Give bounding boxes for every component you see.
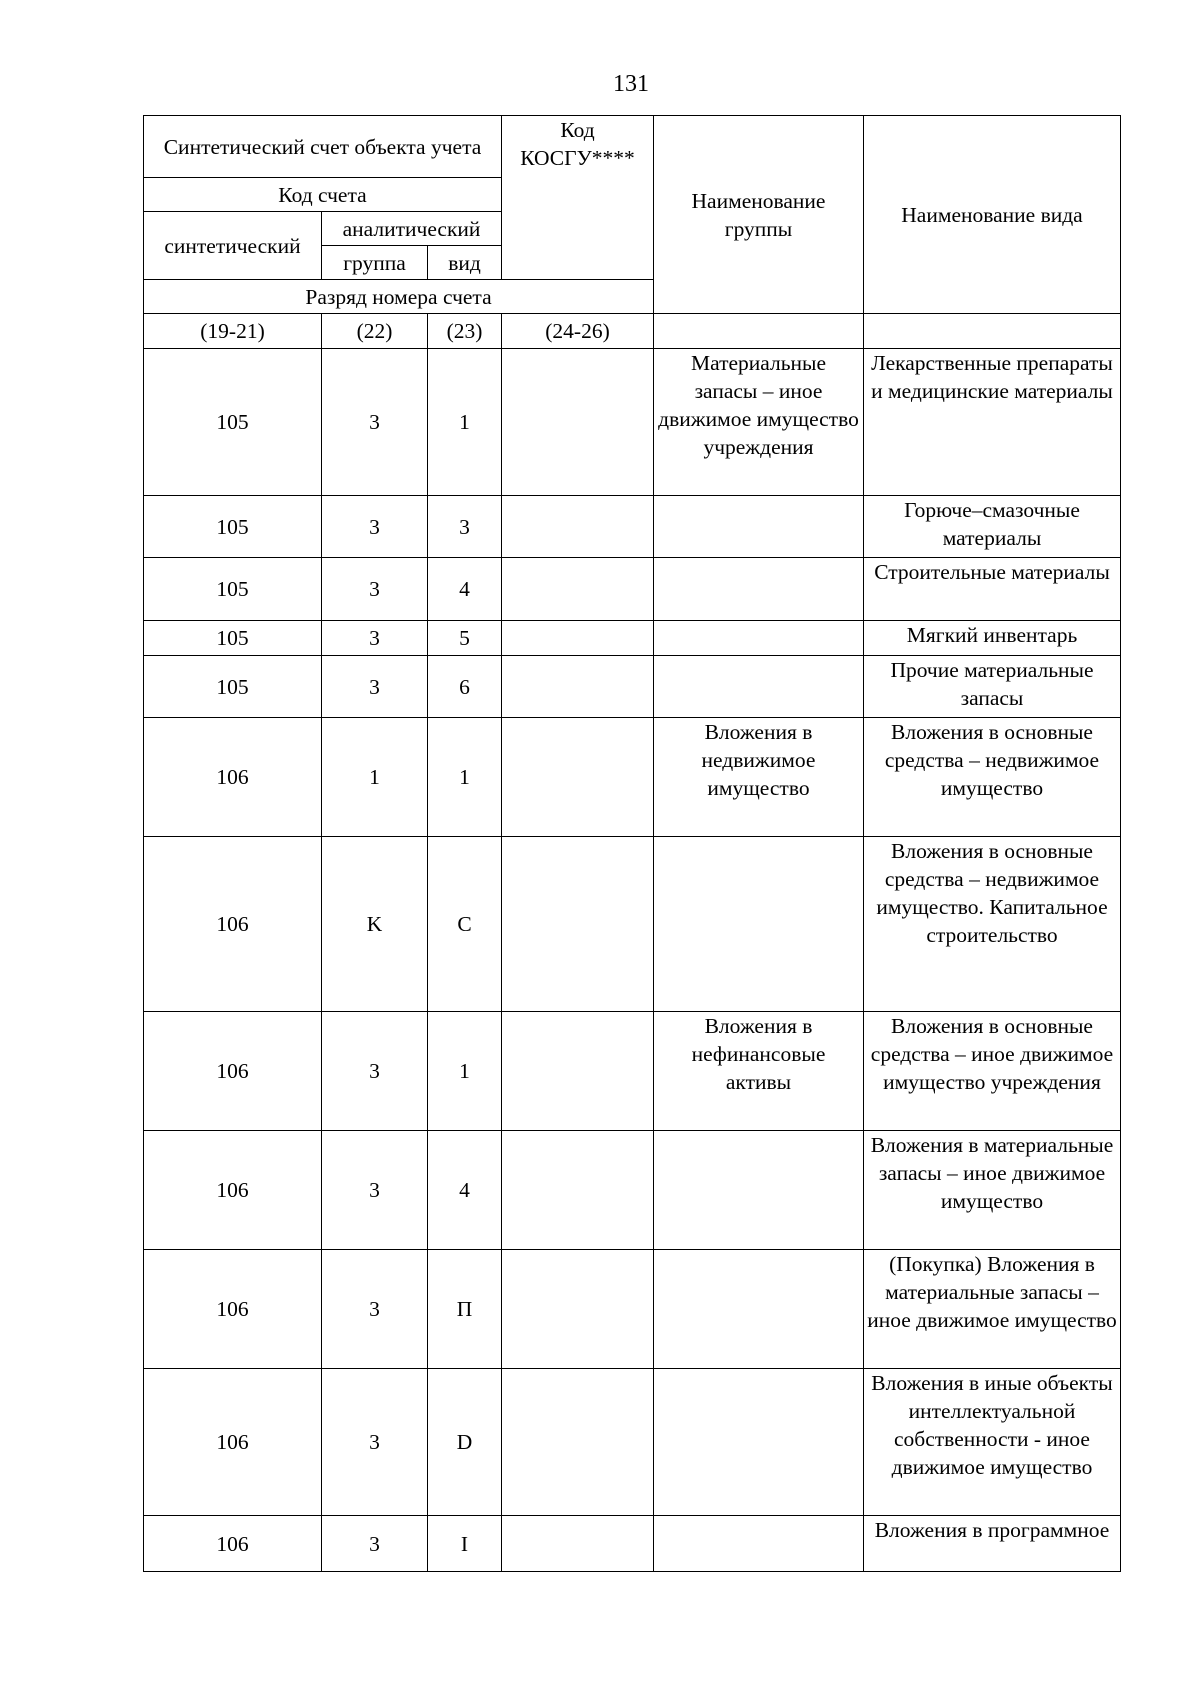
cell-kosgu xyxy=(502,558,654,621)
cell-group-name: Материальные запасы – иное движимое имущество учреждения xyxy=(654,349,864,496)
cell-group: 3 xyxy=(322,1131,428,1250)
table-row xyxy=(144,1369,1121,1516)
cell-synthetic: 106 xyxy=(144,837,322,1012)
cell-type-name: (Покупка) Вложения в материальные запасы – иное движимое имущество xyxy=(864,1250,1121,1369)
accounts-table xyxy=(143,115,1121,1572)
cell-synthetic: 105 xyxy=(144,558,322,621)
header-account-digit: Разряд номера счета xyxy=(144,280,654,314)
table-row xyxy=(144,1131,1121,1250)
col-group-digits: (22) xyxy=(322,314,428,349)
cell-synthetic: 106 xyxy=(144,1012,322,1131)
cell-group: 3 xyxy=(322,656,428,718)
cell-synthetic: 106 xyxy=(144,1131,322,1250)
cell-type: I xyxy=(428,1516,502,1572)
cell-group: 3 xyxy=(322,558,428,621)
cell-group-name xyxy=(654,1516,864,1572)
cell-type: 1 xyxy=(428,1012,502,1131)
cell-kosgu xyxy=(502,1131,654,1250)
cell-type-name: Вложения в программное xyxy=(864,1516,1121,1572)
col-synthetic-digits: (19-21) xyxy=(144,314,322,349)
cell-synthetic: 105 xyxy=(144,349,322,496)
cell-type-name: Вложения в основные средства – недвижимое имущество xyxy=(864,718,1121,837)
cell-type-name: Лекарственные препараты и медицинские материалы xyxy=(864,349,1121,496)
col-type-digits: (23) xyxy=(428,314,502,349)
header-group: группа xyxy=(322,246,428,280)
cell-group: 3 xyxy=(322,1516,428,1572)
cell-synthetic: 106 xyxy=(144,1516,322,1572)
header-kosgu-code: Код КОСГУ**** xyxy=(502,116,654,280)
col-group-name-empty xyxy=(654,314,864,349)
cell-type-name: Мягкий инвентарь xyxy=(864,621,1121,656)
cell-type-name: Горюче–смазочные материалы xyxy=(864,496,1121,558)
header-row-1 xyxy=(144,116,1121,178)
header-digits-row xyxy=(144,314,1121,349)
table-row xyxy=(144,1250,1121,1369)
table-row xyxy=(144,349,1121,496)
cell-group: 3 xyxy=(322,349,428,496)
cell-group: 3 xyxy=(322,496,428,558)
cell-kosgu xyxy=(502,349,654,496)
cell-group-name xyxy=(654,1369,864,1516)
table-row xyxy=(144,1516,1121,1572)
table-row xyxy=(144,1012,1121,1131)
cell-kosgu xyxy=(502,718,654,837)
cell-kosgu xyxy=(502,837,654,1012)
table-row xyxy=(144,718,1121,837)
cell-kosgu xyxy=(502,1516,654,1572)
cell-type: 1 xyxy=(428,349,502,496)
header-synthetic-account-object: Синтетический счет объекта учета xyxy=(144,116,502,178)
table-row xyxy=(144,558,1121,621)
cell-type: D xyxy=(428,1369,502,1516)
table-row xyxy=(144,621,1121,656)
cell-type-name: Строительные материалы xyxy=(864,558,1121,621)
page-number: 131 xyxy=(613,71,649,97)
cell-type-name: Прочие материальные запасы xyxy=(864,656,1121,718)
cell-type-name: Вложения в основные средства – иное движимое имущество учреждения xyxy=(864,1012,1121,1131)
cell-type: 4 xyxy=(428,1131,502,1250)
cell-group-name: Вложения в недвижимое имущество xyxy=(654,718,864,837)
cell-synthetic: 106 xyxy=(144,1250,322,1369)
cell-group: 3 xyxy=(322,1012,428,1131)
cell-synthetic: 106 xyxy=(144,1369,322,1516)
cell-type: 5 xyxy=(428,621,502,656)
cell-group-name xyxy=(654,621,864,656)
cell-synthetic: 105 xyxy=(144,496,322,558)
table-row xyxy=(144,496,1121,558)
table-row xyxy=(144,656,1121,718)
table-row xyxy=(144,837,1121,1012)
cell-group: 3 xyxy=(322,1250,428,1369)
cell-kosgu xyxy=(502,1369,654,1516)
cell-type: 1 xyxy=(428,718,502,837)
cell-group-name xyxy=(654,1131,864,1250)
cell-type: П xyxy=(428,1250,502,1369)
cell-type-name: Вложения в основные средства – недвижимое имущество. Капитальное строительство xyxy=(864,837,1121,1012)
cell-group-name xyxy=(654,496,864,558)
cell-synthetic: 105 xyxy=(144,656,322,718)
header-type-name: Наименование вида xyxy=(864,116,1121,314)
cell-group: 3 xyxy=(322,621,428,656)
cell-group: 3 xyxy=(322,1369,428,1516)
cell-type: C xyxy=(428,837,502,1012)
cell-type-name: Вложения в иные объекты интеллектуальной собственности - иное движимое имущество xyxy=(864,1369,1121,1516)
cell-synthetic: 106 xyxy=(144,718,322,837)
cell-kosgu xyxy=(502,1250,654,1369)
header-group-name: Наименование группы xyxy=(654,116,864,314)
cell-kosgu xyxy=(502,621,654,656)
cell-group-name xyxy=(654,656,864,718)
cell-group-name: Вложения в нефинансовые активы xyxy=(654,1012,864,1131)
header-synthetic: синтетический xyxy=(144,212,322,280)
header-analytic: аналитический xyxy=(322,212,502,246)
cell-kosgu xyxy=(502,1012,654,1131)
header-account-code: Код счета xyxy=(144,178,502,212)
cell-type: 3 xyxy=(428,496,502,558)
cell-type: 4 xyxy=(428,558,502,621)
cell-group-name xyxy=(654,1250,864,1369)
cell-group-name xyxy=(654,837,864,1012)
col-type-name-empty xyxy=(864,314,1121,349)
cell-group-name xyxy=(654,558,864,621)
cell-type-name: Вложения в материальные запасы – иное движимое имущество xyxy=(864,1131,1121,1250)
col-kosgu-digits: (24-26) xyxy=(502,314,654,349)
cell-kosgu xyxy=(502,656,654,718)
header-type: вид xyxy=(428,246,502,280)
cell-synthetic: 105 xyxy=(144,621,322,656)
cell-type: 6 xyxy=(428,656,502,718)
cell-group: K xyxy=(322,837,428,1012)
cell-group: 1 xyxy=(322,718,428,837)
cell-kosgu xyxy=(502,496,654,558)
